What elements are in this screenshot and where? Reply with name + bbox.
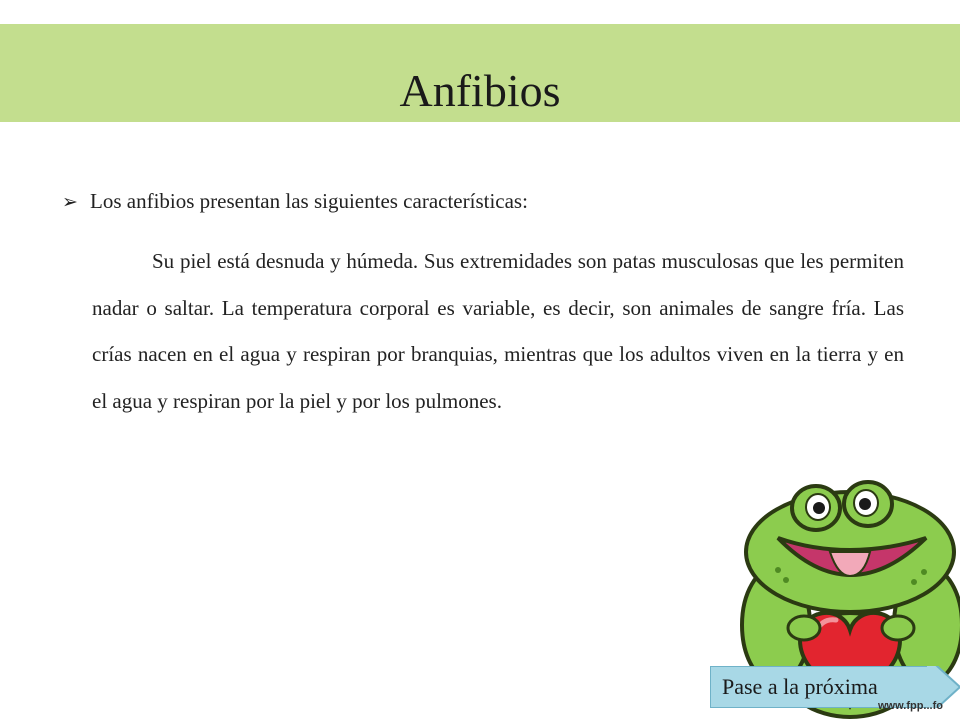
bullet-item [62,186,528,218]
next-slide-label: Pase a la próxima [722,674,878,699]
watermark: www.fpp...fo [878,700,943,712]
body-paragraph: Su piel está desnuda y húmeda. Sus extremidades son patas musculosas que les permiten nadar o saltar. La temperatura corporal es variable, es decir, son animales de sangre fría. Las crías nacen en el agua y respiran por branquias, mientras que los adultos viven en la tierra y en el agua y respiran por la piel y por los pulmones. [92,249,904,413]
slide-title: Anfibios [399,65,561,116]
bullet-text: Los anfibios presentan las siguientes características: [90,189,528,213]
arrowhead-bullet-icon: ➢ [62,192,78,213]
